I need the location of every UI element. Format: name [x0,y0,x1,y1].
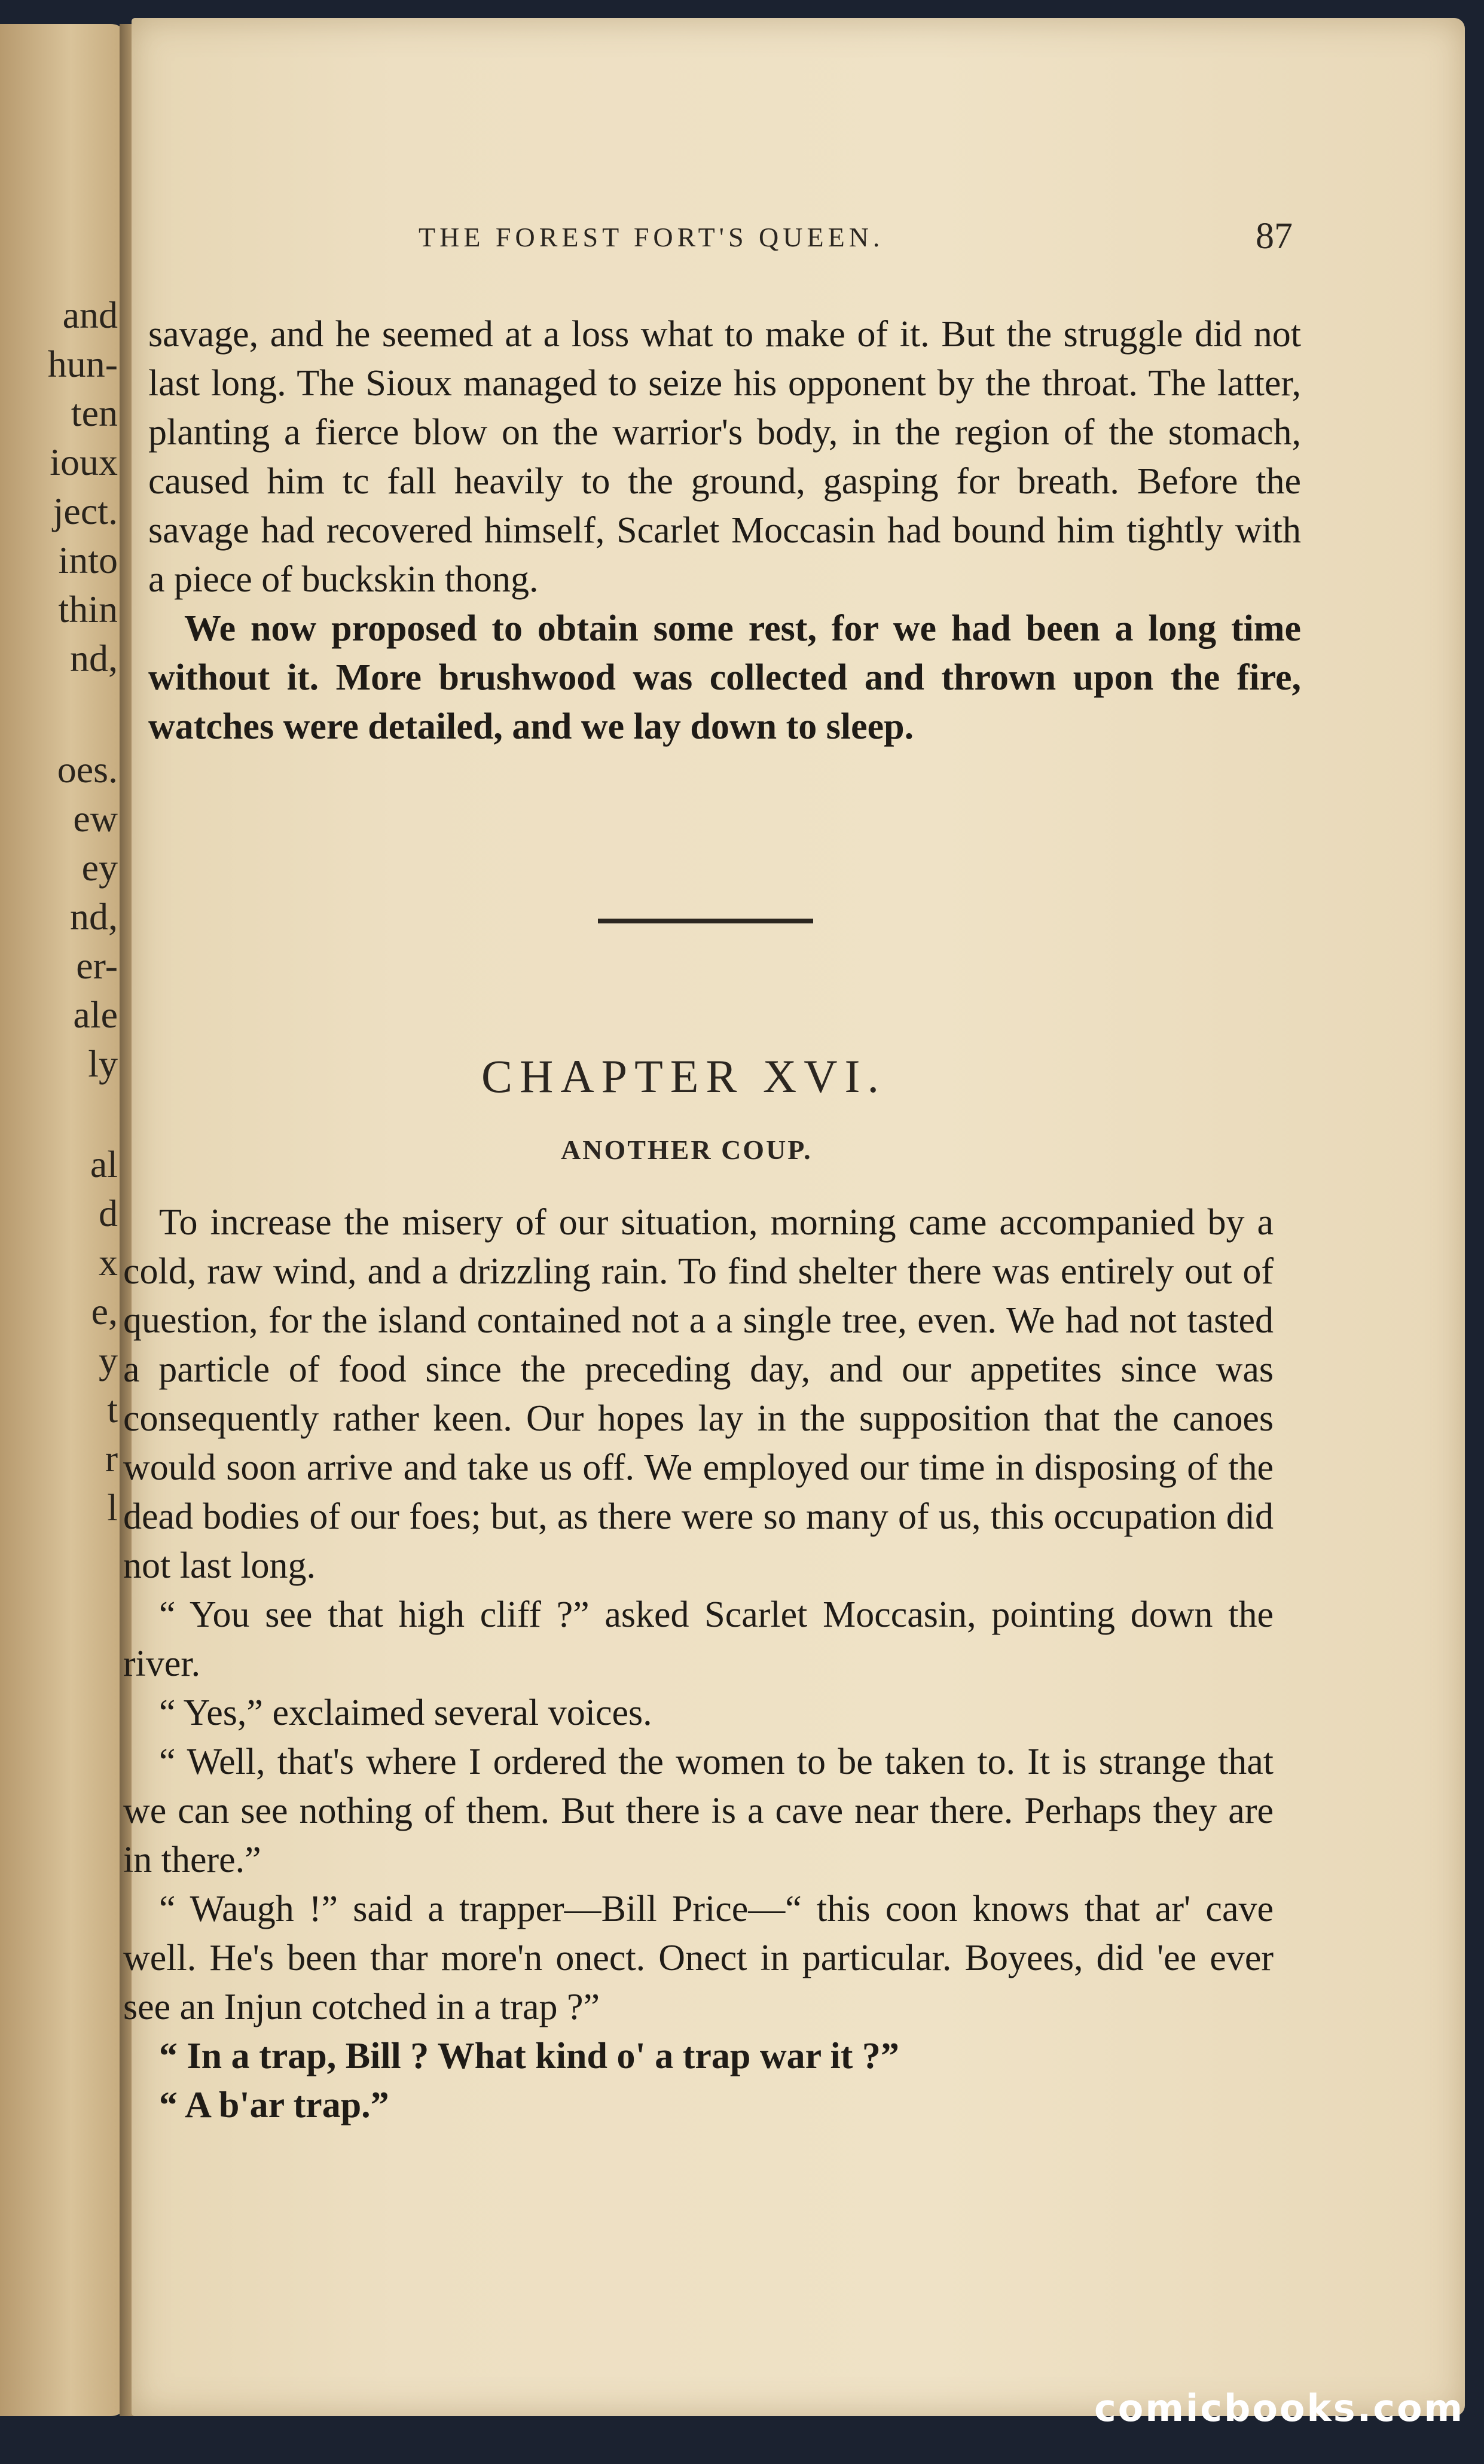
paragraph: savage, and he seemed at a loss what to make of it. But the struggle did not last long. The Sioux managed to seize his opponent by the throat. The latter, planting a fierce blow on the warrior's body, in the region of the stomach, caused him tc fall heavily to the ground, gasping for breath. Before the savage had recovered himself, Scarlet Moccasin had bound him tightly with a piece of buckskin thong. [148,314,1301,600]
left-page-fragment: x [99,1241,118,1283]
body-text-block [123,1198,1274,2130]
left-page-fragment: ale [73,993,118,1036]
left-page-fragment: ey [81,846,118,889]
top-text-block [148,310,1301,751]
left-page-fragment: ject. [53,490,118,532]
left-page-fragment: y [99,1339,118,1382]
chapter-title: CHAPTER XVI. [481,1050,887,1102]
paragraph: We now proposed to obtain some rest, for we had been a long time without it. More brushwood was collected and thrown upon the fire, watches were detailed, and we lay down to sleep. [148,608,1301,747]
left-page-fragment: r [105,1437,118,1480]
paragraph: “ Yes,” exclaimed several voices. [159,1693,652,1733]
watermark-logo: comicbooks.com [1094,2386,1465,2430]
left-page-edge [0,24,129,2416]
left-page-fragment: ioux [50,441,118,483]
left-page-fragment: into [58,539,118,581]
paragraph: “ You see that high cliff ?” asked Scarlet Moccasin, pointing down the river. [123,1594,1274,1684]
left-page-fragment: nd, [70,895,118,938]
paragraph: To increase the misery of our situation, morning came accompanied by a cold, raw wind, and a drizzling rain. To find shelter there was entirely out of question, for the island contained not a a single tree, even. We had not tasted a particle of food since the preceding day, and our appetites since was consequently rather keen. Our hopes lay in the supposition that the canoes would soon arrive and take us off. We employed our time in disposing of the dead bodies of our foes; but, as there were so many of us, this occupation did not last long. [123,1202,1274,1586]
left-page-fragment: l [107,1486,118,1529]
paragraph: “ In a trap, Bill ? What kind o' a trap war it ?” [159,2036,899,2076]
left-page-fragment: nd, [70,637,118,679]
left-page-fragment: hun- [47,343,118,385]
left-page-fragment: d [99,1192,118,1234]
left-page-fragment: er- [76,944,118,987]
left-page-fragment: and [62,294,118,336]
paragraph: “ Well, that's where I ordered the women to be taken to. It is strange that we can see nothing of them. But there is a cave near there. Perhaps they are in there.” [123,1742,1274,1880]
paragraph: “ Waugh !” said a trapper—Bill Price—“ this coon knows that ar' cave well. He's been thar more'n onect. Onect in particular. Boyees, did 'ee ever see an Injun cotched in a trap ?” [123,1889,1274,2027]
left-page-fragment: t [107,1388,118,1431]
running-title: THE FOREST FORT'S QUEEN. [419,222,884,252]
left-page-fragment: ten [71,392,118,434]
left-page-fragment: ew [73,797,118,840]
section-divider [598,919,813,923]
left-page-fragment: e, [91,1290,118,1332]
left-page-fragment: thin [58,588,118,630]
paragraph: “ A b'ar trap.” [159,2085,389,2125]
chapter-subtitle: ANOTHER COUP. [561,1135,813,1165]
page-number: 87 [1256,216,1293,257]
left-page-fragment: oes. [57,748,118,791]
left-page-fragment: ly [88,1042,118,1085]
left-page-fragment: al [90,1143,118,1185]
